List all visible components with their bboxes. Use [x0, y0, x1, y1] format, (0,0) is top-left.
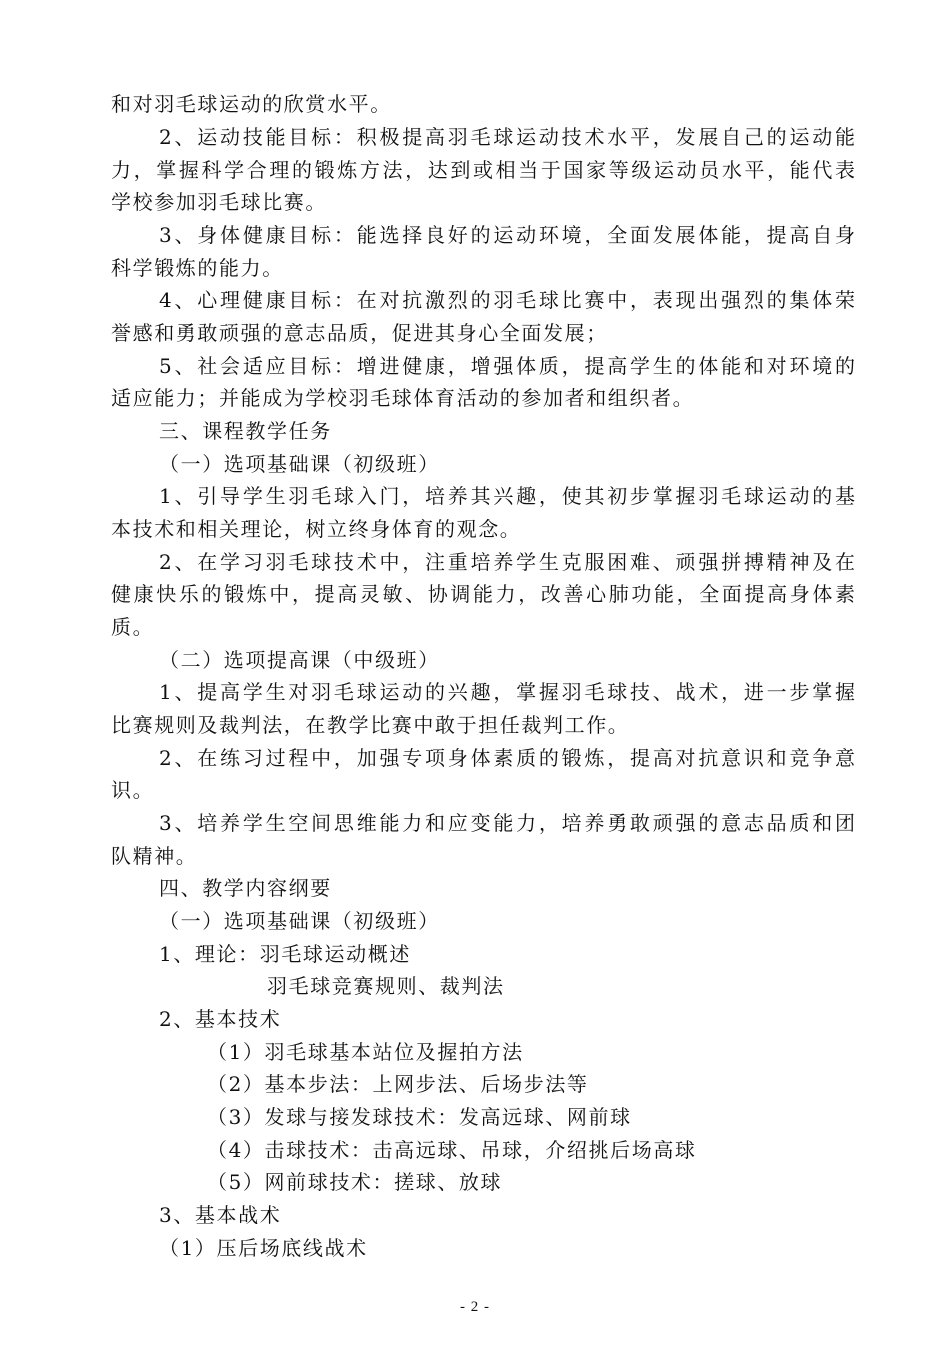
page-number: - 2 - — [460, 1299, 490, 1315]
text-line: 3、培养学生空间思维能力和应变能力，培养勇敢顽强的意志品质和团 — [159, 811, 855, 835]
text-line: 比赛规则及裁判法，在教学比赛中敢于担任裁判工作。 — [111, 713, 630, 737]
text-line: 力，掌握科学合理的锻炼方法，达到或相当于国家等级运动员水平，能代表 — [111, 158, 855, 182]
text-line: 质。 — [111, 615, 155, 639]
list-item: （1）羽毛球基本站位及握拍方法 — [207, 1040, 524, 1064]
section-heading: 三、课程教学任务 — [159, 419, 332, 443]
section-heading: 四、教学内容纲要 — [159, 876, 332, 900]
list-item: 1、理论：羽毛球运动概述 — [159, 942, 411, 966]
text-line: 识。 — [111, 778, 155, 802]
text-line: 1、引导学生羽毛球入门，培养其兴趣，使其初步掌握羽毛球运动的基 — [159, 484, 855, 508]
text-line: 2、运动技能目标：积极提高羽毛球运动技术水平，发展自己的运动能 — [159, 125, 855, 149]
text-line: 学校参加羽毛球比赛。 — [111, 190, 327, 214]
list-item: （3）发球与接发球技术：发高远球、网前球 — [207, 1105, 632, 1129]
text-line: 5、社会适应目标：增进健康，增强体质，提高学生的体能和对环境的 — [159, 354, 855, 378]
list-item: 2、基本技术 — [159, 1007, 282, 1031]
subsection-heading: （二）选项提高课（中级班） — [159, 648, 440, 672]
text-line: 2、在学习羽毛球技术中，注重培养学生克服困难、顽强拼搏精神及在 — [159, 550, 855, 574]
list-item: （5）网前球技术：搓球、放球 — [207, 1170, 503, 1194]
text-line: 4、心理健康目标：在对抗激烈的羽毛球比赛中，表现出强烈的集体荣 — [159, 288, 855, 312]
list-item: 3、基本战术 — [159, 1203, 282, 1227]
list-item: （4）击球技术：击高远球、吊球，介绍挑后场高球 — [207, 1138, 697, 1162]
text-line: 健康快乐的锻炼中，提高灵敏、协调能力，改善心肺功能，全面提高身体素 — [111, 582, 855, 606]
text-line: 本技术和相关理论，树立终身体育的观念。 — [111, 517, 522, 541]
list-item: （1）压后场底线战术 — [159, 1236, 368, 1260]
text-line: 誉感和勇敢顽强的意志品质，促进其身心全面发展； — [111, 321, 608, 345]
text-line: 1、提高学生对羽毛球运动的兴趣，掌握羽毛球技、战术，进一步掌握 — [159, 680, 855, 704]
subsection-heading: （一）选项基础课（初级班） — [159, 909, 440, 933]
text-line: 队精神。 — [111, 844, 198, 868]
text-line: 3、身体健康目标：能选择良好的运动环境，全面发展体能，提高自身 — [159, 223, 855, 247]
list-item: 羽毛球竞赛规则、裁判法 — [267, 974, 505, 998]
text-line: 适应能力；并能成为学校羽毛球体育活动的参加者和组织者。 — [111, 386, 695, 410]
text-line: 和对羽毛球运动的欣赏水平。 — [111, 92, 392, 116]
subsection-heading: （一）选项基础课（初级班） — [159, 452, 440, 476]
list-item: （2）基本步法：上网步法、后场步法等 — [207, 1072, 589, 1096]
text-line: 2、在练习过程中，加强专项身体素质的锻炼，提高对抗意识和竞争意 — [159, 746, 855, 770]
text-line: 科学锻炼的能力。 — [111, 256, 284, 280]
